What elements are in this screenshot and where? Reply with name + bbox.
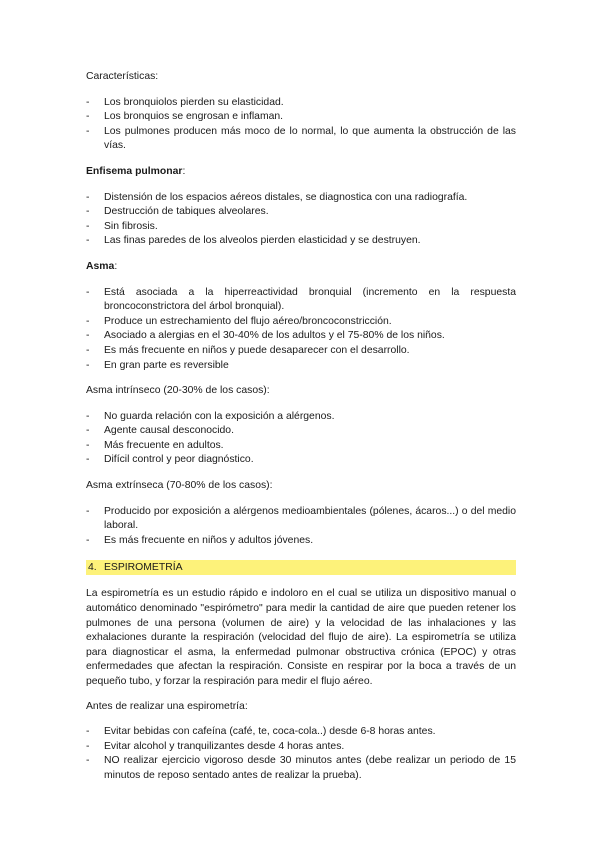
asma-colon: : <box>114 260 118 272</box>
caracteristicas-list <box>86 96 516 154</box>
enfisema-list <box>86 191 516 249</box>
intrinseco-heading: Asma intrínseco (20-30% de los casos): <box>86 385 270 397</box>
list-item: - Los pulmones producen más moco de lo normal, lo que aumenta la obstrucción de las vías. <box>86 125 516 154</box>
list-item: - Es más frecuente en niños y puede desaparecer con el desarrollo. <box>86 344 516 359</box>
list-item: - Los bronquiolos pierden su elasticidad. <box>86 96 516 111</box>
antes-list <box>86 725 516 783</box>
asma-heading <box>86 260 516 275</box>
list-item: - Destrucción de tabiques alveolares. <box>86 205 516 220</box>
list-item: - No guarda relación con la exposición a alérgenos. <box>86 410 516 425</box>
list-item: - Difícil control y peor diagnóstico. <box>86 453 516 468</box>
list-item: - En gran parte es reversible <box>86 359 516 374</box>
section-heading-espirometria <box>86 560 516 575</box>
list-item: - Los bronquios se engrosan e inflaman. <box>86 110 516 125</box>
enfisema-colon: : <box>182 165 186 177</box>
list-item: - Agente causal desconocido. <box>86 424 516 439</box>
extrinseca-heading: Asma extrínseca (70-80% de los casos): <box>86 480 273 492</box>
list-item: - Las finas paredes de los alveolos pierden elasticidad y se destruyen. <box>86 234 516 249</box>
caracteristicas-heading: Características: <box>86 71 159 82</box>
page-content <box>86 70 516 795</box>
section-title: ESPIROMETRÍA <box>104 562 183 574</box>
list-item: - Sin fibrosis. <box>86 220 516 235</box>
list-item: - Evitar bebidas con cafeína (café, te, coca-cola..) desde 6-8 horas antes. <box>86 725 516 740</box>
intrinseco-list <box>86 410 516 468</box>
asma-list <box>86 286 516 374</box>
list-item: - Producido por exposición a alérgenos medioambientales (pólenes, ácaros...) o del medio laboral. <box>86 505 516 534</box>
list-item: - Produce un estrechamiento del flujo aéreo/broncoconstricción. <box>86 315 516 330</box>
asma-title: Asma <box>86 260 115 272</box>
list-item: - Asociado a alergias en el 30-40% de los adultos y el 75-80% de los niños. <box>86 329 516 344</box>
list-item: - Es más frecuente en niños y adultos jóvenes. <box>86 534 516 549</box>
list-item: - Evitar alcohol y tranquilizantes desde 4 horas antes. <box>86 740 516 755</box>
enfisema-heading <box>86 165 516 180</box>
list-item: - Más frecuente en adultos. <box>86 439 516 454</box>
section-number: 4. <box>88 562 97 574</box>
espirometria-paragraph: La espirometría es un estudio rápido e indoloro en el cual se utiliza un dispositivo manual o automático denominado "espirómetro" para medir la cantidad de aire que pueden retener los pulmones de una persona (volumen de aire) y la velocidad de las inhalaciones y las exhalaciones durante la respiración (velocidad del flujo de aire). La espirometría se utiliza para diagnosticar el asma, la enfermedad pulmonar obstructiva crónica (EPOC) y otras enfermedades que afectan la respiración. Consiste en respirar por la boca a través de un pequeño tubo, y forzar la respiración para medir el flujo aéreo. <box>86 588 516 687</box>
antes-heading: Antes de realizar una espirometría: <box>86 700 248 712</box>
extrinseca-list <box>86 505 516 549</box>
list-item: - NO realizar ejercicio vigoroso desde 30 minutos antes (debe realizar un periodo de 15 minutos de reposo sentado antes de realizar la prueba). <box>86 754 516 783</box>
list-item: - Está asociada a la hiperreactividad bronquial (incremento en la respuesta broncoconstrictora del árbol bronquial). <box>86 286 516 315</box>
list-item: - Distensión de los espacios aéreos distales, se diagnostica con una radiografía. <box>86 191 516 206</box>
enfisema-title: Enfisema pulmonar <box>86 165 183 177</box>
